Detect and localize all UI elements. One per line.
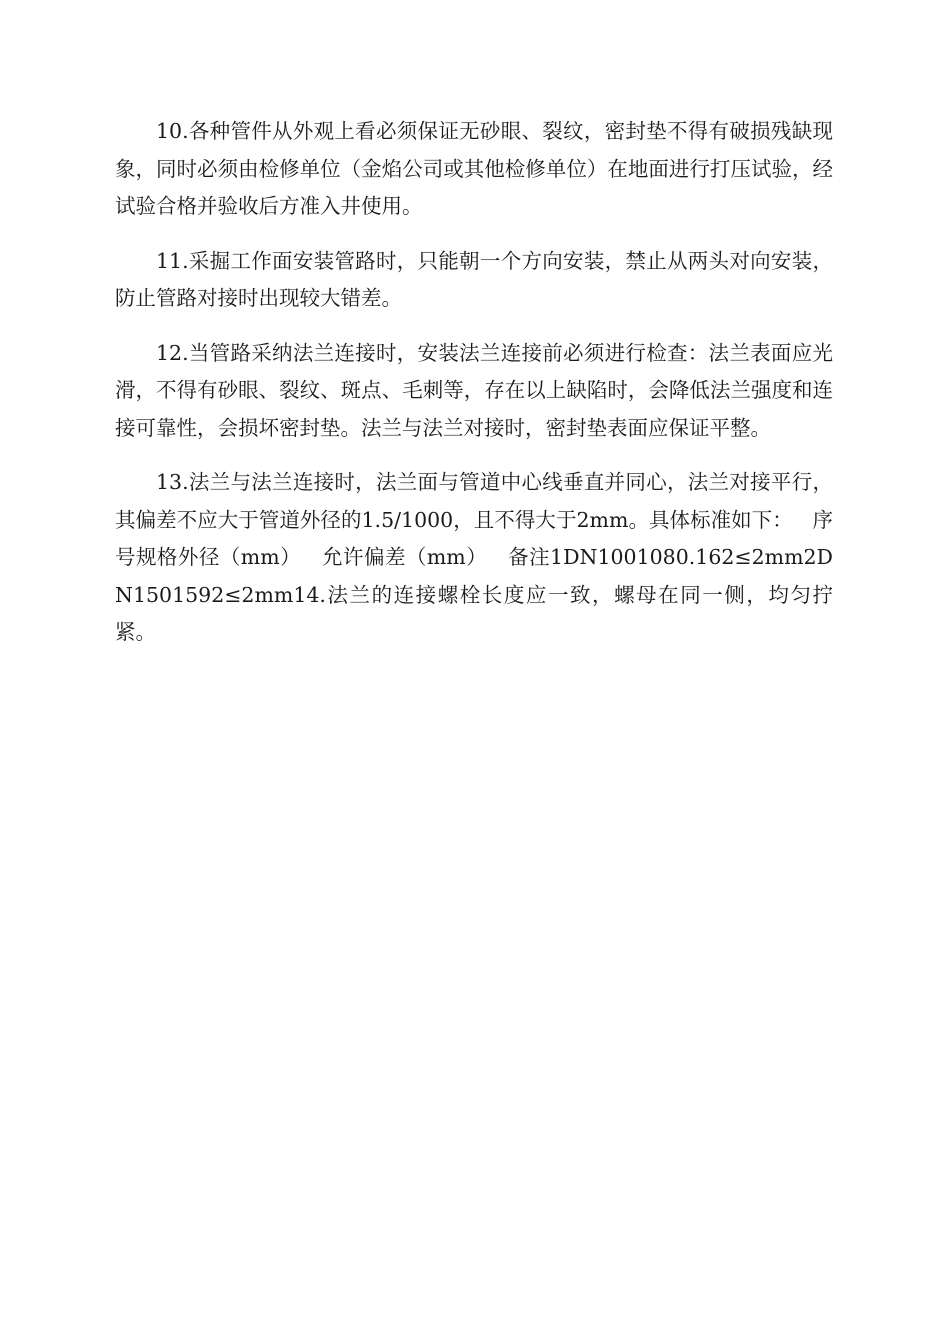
paragraph-12: 12.当管路采纳法兰连接时，安装法兰连接前必须进行检查：法兰表面应光滑，不得有砂眼、裂纹、斑点、毛刺等，存在以上缺陷时，会降低法兰强度和连接可靠性，会损坏密封垫。法兰与法兰对接时，密封垫表面应保证平整。 [115, 340, 833, 440]
paragraph-13: 13.法兰与法兰连接时，法兰面与管道中心线垂直并同心，法兰对接平行，其偏差不应大于管道外径的1.5/1000，且不得大于2mm。具体标准如下： 序号规格外径（mm） 允许偏差（mm） 备注1DN1001080.162≤2mm2DN1501592≤2mm14.法兰的连接螺栓长度应一致，螺母在同一侧，均匀拧紧。 [115, 470, 833, 644]
document-body [115, 113, 833, 669]
paragraph-10: 10.各种管件从外观上看必须保证无砂眼、裂纹，密封垫不得有破损残缺现象，同时必须由检修单位（金焰公司或其他检修单位）在地面进行打压试验，经试验合格并验收后方准入井使用。 [115, 119, 833, 218]
paragraph-11: 11.采掘工作面安装管路时，只能朝一个方向安装，禁止从两头对向安装，防止管路对接时出现较大错差。 [115, 248, 833, 310]
